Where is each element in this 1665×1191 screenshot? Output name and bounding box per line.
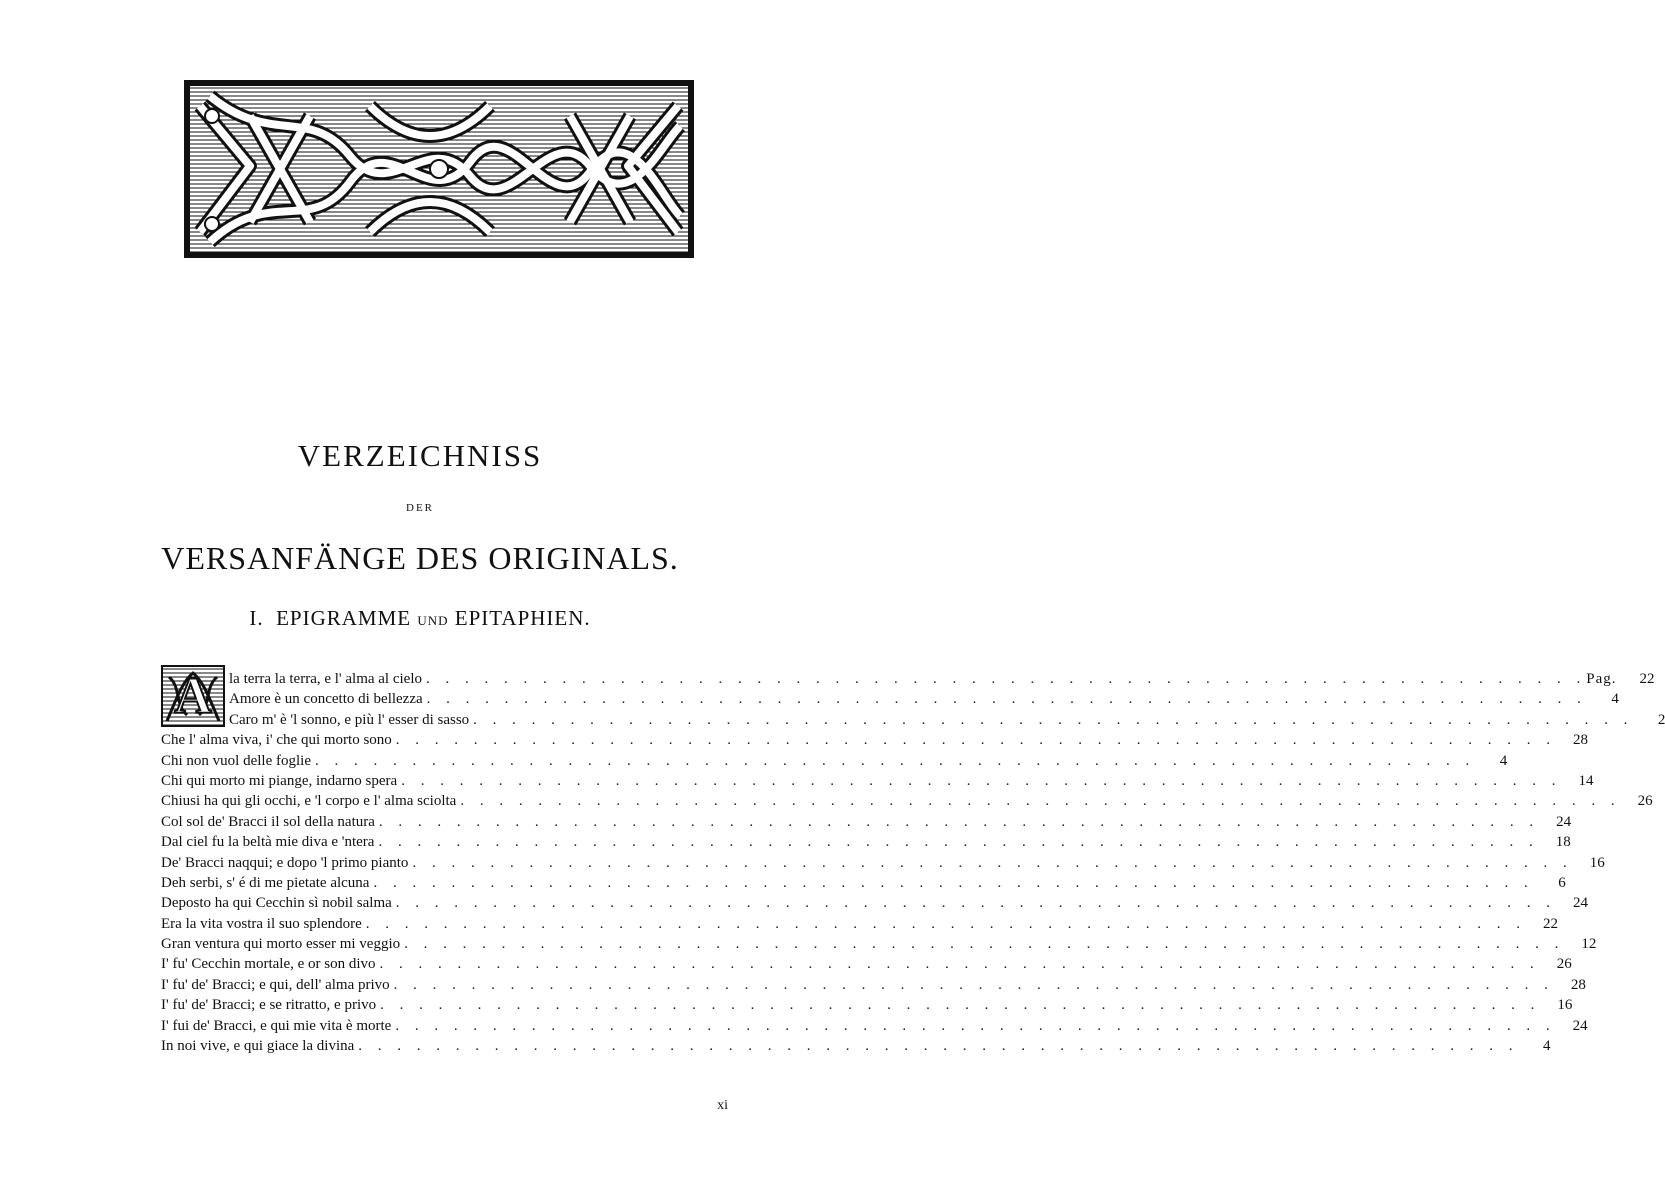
index-entry — [161, 791, 1653, 811]
dot-leader: . . . . . . . . . . . . . . . . . . . . . . . . . . . . . . . . . . . . . . . . . . . . . . . . . . . . . . . . . . . . — [460, 793, 1621, 810]
page-reference: 28 — [1570, 976, 1586, 993]
dot-leader: . . . . . . . . . . . . . . . . . . . . . . . . . . . . . . . . . . . . . . . . . . . . . . . . . . . . . . . . . . . . — [404, 936, 1565, 953]
verse-incipit: In noi vive, e qui giace la divina — [161, 1038, 355, 1055]
page-reference: 16 — [1557, 997, 1573, 1014]
page-reference: 28 — [1573, 732, 1589, 749]
page-reference: 22 — [1639, 671, 1655, 687]
section-conjunction: UND — [417, 613, 449, 628]
index-entry — [161, 975, 1586, 995]
dot-leader: . . . . . . . . . . . . . . . . . . . . . . . . . . . . . . . . . . . . . . . . . . . . . . . . . . . . . . . . . . . . — [426, 671, 1587, 687]
dot-leader: . . . . . . . . . . . . . . . . . . . . . . . . . . . . . . . . . . . . . . . . . . . . . . . . . . . . . . . . . . . . — [473, 711, 1634, 728]
verse-incipit: la terra la terra, e l' alma al cielo — [229, 671, 423, 687]
verse-incipit: I' fu' de' Bracci; e qui, dell' alma privo — [161, 976, 390, 993]
section-word-2: EPITAPHIEN. — [454, 606, 591, 630]
dot-leader: . . . . . . . . . . . . . . . . . . . . . . . . . . . . . . . . . . . . . . . . . . . . . . . . . . . . . . . . . . . . — [380, 997, 1541, 1014]
index-entry — [161, 751, 1508, 771]
dot-leader: . . . . . . . . . . . . . . . . . . . . . . . . . . . . . . . . . . . . . . . . . . . . . . . . . . . . . . . . . . . . — [373, 874, 1534, 891]
index-entry — [161, 689, 1619, 709]
page-reference: 24 — [1572, 1017, 1588, 1034]
dot-leader: . . . . . . . . . . . . . . . . . . . . . . . . . . . . . . . . . . . . . . . . . . . . . . . . . . . . . . . . . . . . — [412, 854, 1573, 871]
index-entry — [161, 669, 1655, 689]
title-connector: DER — [406, 502, 434, 514]
verse-incipit: Deposto ha qui Cecchin sì nobil salma — [161, 895, 392, 912]
page-reference: 24 — [1573, 895, 1589, 912]
interlace-pattern — [190, 86, 688, 252]
page-reference: 4 — [1499, 752, 1508, 769]
page-reference: 6 — [1558, 874, 1566, 891]
dot-leader: . . . . . . . . . . . . . . . . . . . . . . . . . . . . . . . . . . . . . . . . . . . . . . . . . . . . . . . . . . . . — [401, 772, 1562, 789]
index-entry — [161, 710, 1665, 730]
interlace-ornament-header — [184, 80, 694, 258]
verse-incipit: Che l' alma viva, i' che qui morto sono — [161, 732, 392, 749]
index-entry — [161, 730, 1589, 750]
initial-letter: A — [174, 668, 212, 725]
page-reference: 16 — [1589, 854, 1605, 871]
dot-leader: . . . . . . . . . . . . . . . . . . . . . . . . . . . . . . . . . . . . . . . . . . . . . . . . . . . . . . . . . . . . — [378, 813, 1540, 830]
dot-leader: . . . . . . . . . . . . . . . . . . . . . . . . . . . . . . . . . . . . . . . . . . . . . . . . . . . . . . . . . . . . — [393, 976, 1554, 993]
dot-leader: . . . . . . . . . . . . . . . . . . . . . . . . . . . . . . . . . . . . . . . . . . . . . . . . . . . . . . . . . . . . — [395, 895, 1557, 912]
verse-incipit: Deh serbi, s' é di me pietate alcuna — [161, 874, 370, 891]
page-reference: 2 — [1657, 711, 1665, 728]
dot-leader: . . . . . . . . . . . . . . . . . . . . . . . . . . . . . . . . . . . . . . . . . . . . . . . . . . . . . . . . . . . . — [426, 691, 1587, 708]
page-subtitle: VERSANFÄNGE DES ORIGINALS. — [161, 540, 679, 576]
index-entry — [161, 1016, 1588, 1036]
verse-incipit: Gran ventura qui morto esser mi veggio — [161, 936, 401, 953]
dot-leader: . . . . . . . . . . . . . . . . . . . . . . . . . . . . . . . . . . . . . . . . . . . . . . . . . . . . . . . . . . . . — [365, 915, 1527, 932]
verse-incipit: Amore è un concetto di bellezza — [229, 691, 423, 708]
page-title: VERZEICHNISS — [297, 438, 543, 473]
verse-incipit: De' Bracci naqqui; e dopo 'l primo pianto — [161, 854, 409, 871]
page-reference: 18 — [1555, 834, 1571, 851]
dot-leader: . . . . . . . . . . . . . . . . . . . . . . . . . . . . . . . . . . . . . . . . . . . . . . . . . . . . . . . . . . . . — [379, 956, 1540, 973]
verse-index-list — [161, 669, 1665, 1056]
index-entry — [161, 873, 1566, 893]
page-reference: 4 — [1611, 691, 1619, 708]
dot-leader: . . . . . . . . . . . . . . . . . . . . . . . . . . . . . . . . . . . . . . . . . . . . . . . . . . . . . . . . . . . . — [378, 834, 1539, 851]
section-word-1: EPIGRAMME — [276, 606, 412, 630]
section-numeral: I. — [249, 606, 264, 630]
verse-incipit: I' fui de' Bracci, e qui mie vita è morte — [161, 1017, 392, 1034]
index-entry — [161, 893, 1589, 913]
page-reference: 26 — [1556, 956, 1572, 973]
page-reference: 4 — [1543, 1038, 1551, 1055]
index-entry — [161, 914, 1559, 934]
index-entry — [161, 771, 1594, 791]
dot-leader: . . . . . . . . . . . . . . . . . . . . . . . . . . . . . . . . . . . . . . . . . . . . . . . . . . . . . . . . . . . . — [395, 732, 1557, 749]
dot-leader: . . . . . . . . . . . . . . . . . . . . . . . . . . . . . . . . . . . . . . . . . . . . . . . . . . . . . . . . . . . . — [314, 752, 1476, 769]
index-entry — [161, 812, 1572, 832]
verse-incipit: Dal ciel fu la beltà mie diva e 'ntera — [161, 834, 375, 851]
dot-leader: . . . . . . . . . . . . . . . . . . . . . . . . . . . . . . . . . . . . . . . . . . . . . . . . . . . . . . . . . . . . — [395, 1017, 1556, 1034]
index-entry — [161, 1036, 1551, 1056]
verse-incipit: Chi non vuol delle foglie — [161, 752, 311, 769]
verse-incipit: Caro m' è 'l sonno, e più l' esser di sasso — [229, 711, 470, 728]
page-reference: 24 — [1556, 813, 1572, 830]
verse-incipit: Col sol de' Bracci il sol della natura — [161, 813, 375, 830]
verse-incipit: Chi qui morto mi piange, indarno spera — [161, 772, 398, 789]
page-number: xi — [717, 1098, 728, 1113]
verse-incipit: Chiusi ha qui gli occhi, e 'l corpo e l' alma sciolta — [161, 793, 457, 810]
page-reference: 14 — [1578, 772, 1594, 789]
index-entry — [161, 954, 1572, 974]
index-entry — [161, 853, 1605, 873]
page-label: Pag. — [1586, 671, 1617, 687]
verse-incipit: I' fu' Cecchin mortale, e or son divo — [161, 956, 376, 973]
verse-incipit: Era la vita vostra il suo splendore — [161, 915, 362, 932]
page-reference: 22 — [1543, 915, 1559, 932]
page-reference: 26 — [1637, 793, 1653, 810]
index-entry — [161, 934, 1597, 954]
index-entry — [161, 995, 1573, 1015]
index-entry — [161, 832, 1571, 852]
page-reference: 12 — [1581, 936, 1597, 953]
section-heading — [0, 606, 840, 631]
verse-incipit: I' fu' de' Bracci; e se ritratto, e privo — [161, 997, 377, 1014]
dot-leader: . . . . . . . . . . . . . . . . . . . . . . . . . . . . . . . . . . . . . . . . . . . . . . . . . . . . . . . . . . . . — [358, 1038, 1519, 1055]
